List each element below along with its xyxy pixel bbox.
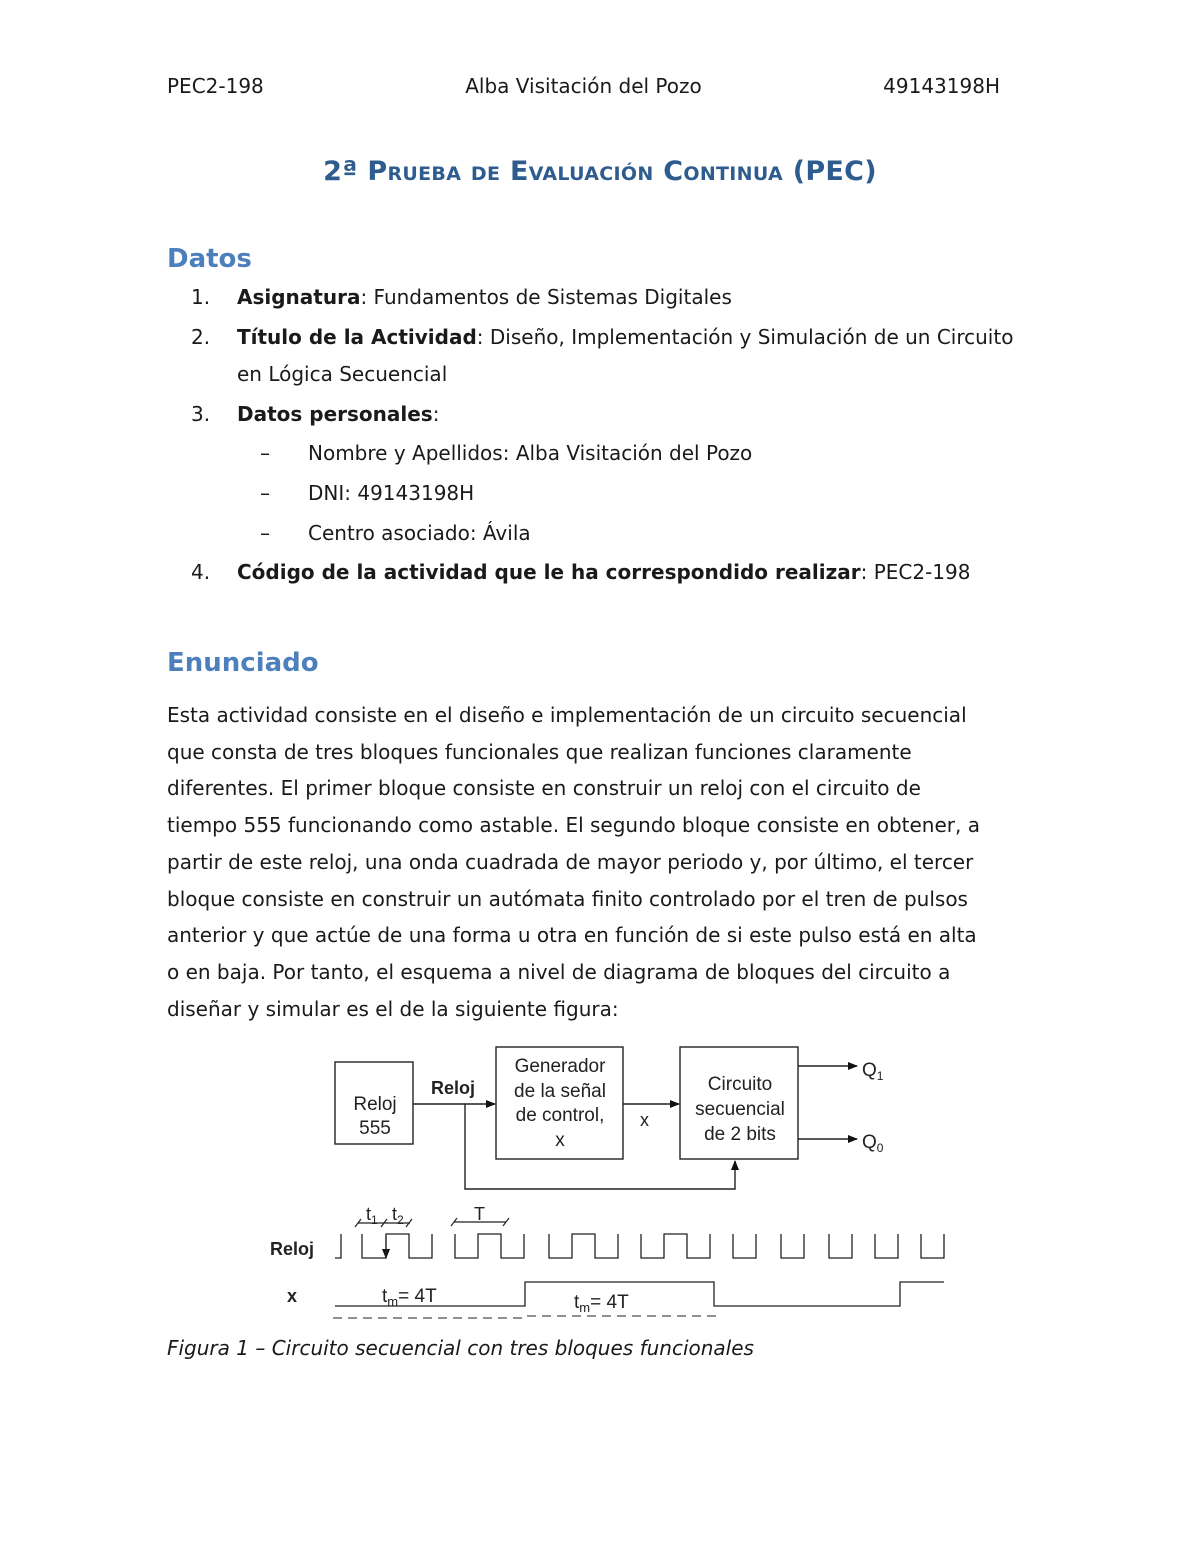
- paragraph-line: partir de este reloj, una onda cuadrada de mayor periodo y, por último, el tercer: [167, 849, 974, 874]
- T-label: T: [474, 1204, 485, 1224]
- q1-label: $Q_1$: [862, 1060, 884, 1083]
- x-wire-label: x: [640, 1110, 649, 1130]
- header-center: Alba Visitación del Pozo: [465, 74, 702, 98]
- gen-block-line1: Generador: [514, 1056, 606, 1077]
- gen-block-line3: de control,: [515, 1105, 605, 1126]
- list-item-label: Datos personales: [237, 402, 433, 426]
- list-item-text-continued: en Lógica Secuencial: [237, 362, 448, 386]
- list-item-label: Título de la Actividad: [237, 325, 477, 349]
- reloj-row-label: Reloj: [270, 1239, 315, 1259]
- section-heading-enunciado: Enunciado: [167, 648, 319, 678]
- seq-block-line2: secuencial: [695, 1099, 785, 1120]
- paragraph-line: Esta actividad consiste en el diseño e implementación de un circuito secuencial: [167, 703, 967, 727]
- list-number: 1.: [191, 285, 211, 309]
- paragraph-line: diferentes. El primer bloque consiste en construir un reloj con el circuito de: [167, 776, 921, 801]
- x-row-label: x: [287, 1286, 298, 1306]
- list-item-text: :: [432, 402, 440, 426]
- paragraph-line: o en baja. Por tanto, el esquema a nivel de diagrama de bloques del circuito a: [167, 959, 951, 984]
- header-left: PEC2-198: [167, 74, 264, 98]
- list-number: 4.: [191, 560, 211, 584]
- dash-bullet: –: [260, 521, 270, 545]
- seq-block-line3: de 2 bits: [704, 1124, 776, 1145]
- t2-label: $t_2$: [392, 1204, 404, 1227]
- clock-waveform: [335, 1234, 944, 1258]
- gen-block-line4: x: [555, 1130, 565, 1151]
- sub-list-text: Nombre y Apellidos: Alba Visitación del Pozo: [308, 441, 753, 465]
- t1-label: $t_1$: [366, 1204, 378, 1227]
- list-item-text: : Fundamentos de Sistemas Digitales: [360, 285, 732, 309]
- gen-block-line2: de la señal: [514, 1081, 606, 1102]
- list-item-text: : Diseño, Implementación y Simulación de un Circuito: [476, 325, 1014, 349]
- header-right: 49143198H: [883, 74, 1000, 98]
- list-item-text: : PEC2-198: [860, 560, 971, 584]
- dash-bullet: –: [260, 441, 270, 465]
- list-number: 3.: [191, 402, 211, 426]
- title-text: Prueba de Evaluación Continua (PEC): [367, 156, 877, 187]
- paragraph-line: bloque consiste en construir un autómata finito controlado por el tren de pulsos: [167, 886, 968, 911]
- paragraph-line: que consta de tres bloques funcionales que realizan funciones claramente: [167, 739, 912, 764]
- list-number: 2.: [191, 325, 211, 349]
- section-heading-datos: Datos: [167, 244, 252, 274]
- reloj-block-line1: Reloj: [353, 1094, 397, 1115]
- seq-block-line1: Circuito: [707, 1074, 773, 1095]
- tm2-label: $t_m= 4T$: [574, 1292, 629, 1315]
- paragraph-line: diseñar y simular es el de la siguiente figura:: [167, 996, 619, 1021]
- tm1-label: $t_m= 4T$: [382, 1286, 437, 1309]
- paragraph-line: anterior y que actúe de una forma u otra en función de si este pulso está en alta: [167, 923, 977, 948]
- q0-label: $Q_0$: [862, 1132, 884, 1155]
- sub-list-text: Centro asociado: Ávila: [308, 521, 531, 545]
- list-item-label: Código de la actividad que le ha correspondido realizar: [237, 560, 861, 584]
- title-prefix: 2ª: [323, 156, 358, 187]
- figure-caption: Figura 1 – Circuito secuencial con tres bloques funcionales: [167, 1336, 754, 1360]
- list-item-label: Asignatura: [237, 285, 361, 309]
- dash-bullet: –: [260, 481, 270, 505]
- reloj-wire-label: Reloj: [431, 1078, 476, 1098]
- sub-list-text: DNI: 49143198H: [308, 481, 475, 505]
- paragraph-line: tiempo 555 funcionando como astable. El segundo bloque consiste en obtener, a: [167, 813, 980, 838]
- reloj-block-line2: 555: [359, 1118, 391, 1139]
